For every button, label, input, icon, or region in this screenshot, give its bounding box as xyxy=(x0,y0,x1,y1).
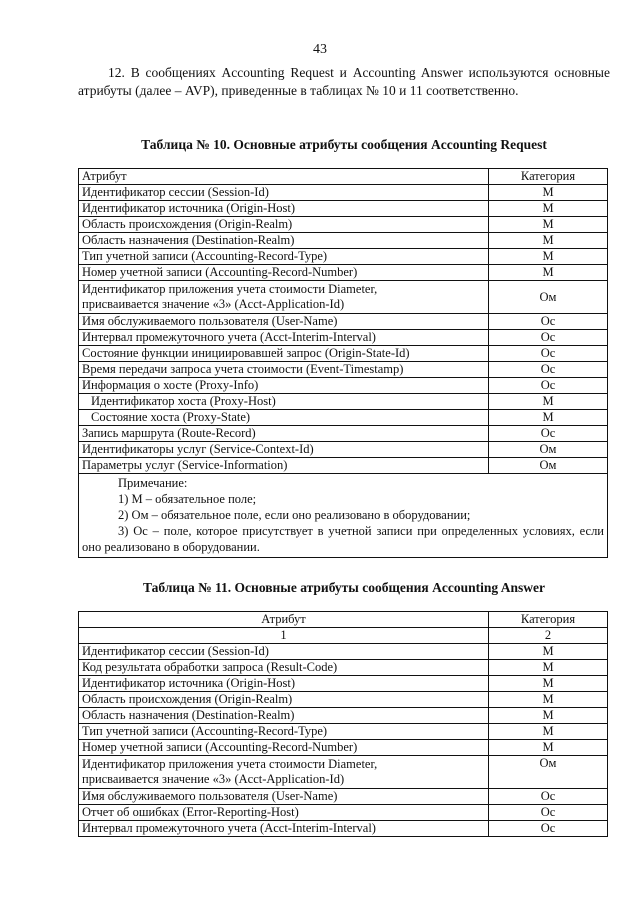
table-row xyxy=(79,458,608,474)
cat-cell: M xyxy=(489,724,608,740)
attr-cell: Информация о хосте (Proxy-Info) xyxy=(79,378,489,394)
table-row xyxy=(79,805,608,821)
attr-cell: Отчет об ошибках (Error-Reporting-Host) xyxy=(79,805,489,821)
attr-cell: Область происхождения (Origin-Realm) xyxy=(79,692,489,708)
cat-cell: M xyxy=(489,740,608,756)
cat-cell: Ос xyxy=(489,805,608,821)
cat-cell: Ос xyxy=(489,426,608,442)
attr-line-2: присваивается значение «3» (Acct-Application-Id) xyxy=(82,297,345,311)
table-row xyxy=(79,724,608,740)
attr-cell: Тип учетной записи (Accounting-Record-Type) xyxy=(79,249,489,265)
attr-cell: Интервал промежуточного учета (Acct-Interim-Interval) xyxy=(79,821,489,837)
table-11-caption: Таблица № 11. Основные атрибуты сообщения Accounting Answer xyxy=(143,580,545,595)
attr-cell: Код результата обработки запроса (Result-Code) xyxy=(79,660,489,676)
table-row xyxy=(79,362,608,378)
table-row xyxy=(79,692,608,708)
cat-cell: M xyxy=(489,233,608,249)
cat-cell: Ос xyxy=(489,378,608,394)
table-row xyxy=(79,394,608,410)
table-10-accounting-request xyxy=(78,168,608,558)
cat-cell: Ос xyxy=(489,330,608,346)
cat-cell: M xyxy=(489,660,608,676)
table-row xyxy=(79,330,608,346)
note-item: 2) Ом – обязательное поле, если оно реализовано в оборудовании; xyxy=(118,508,471,522)
attr-cell: Идентификатор источника (Origin-Host) xyxy=(79,676,489,692)
table-row xyxy=(79,676,608,692)
page-number: 43 xyxy=(313,42,327,57)
attr-cell: Область назначения (Destination-Realm) xyxy=(79,233,489,249)
cat-cell: Ос xyxy=(489,346,608,362)
cat-cell: Ос xyxy=(489,789,608,805)
table-row xyxy=(79,249,608,265)
column-number: 1 xyxy=(79,628,489,644)
cat-cell: M xyxy=(489,201,608,217)
table-row xyxy=(79,265,608,281)
note-title: Примечание: xyxy=(118,476,188,490)
cat-cell: Ос xyxy=(489,314,608,330)
table-row xyxy=(79,410,608,426)
cat-cell: Ос xyxy=(489,821,608,837)
cat-cell: M xyxy=(489,644,608,660)
attr-cell: Интервал промежуточного учета (Acct-Interim-Interval) xyxy=(79,330,489,346)
table-row xyxy=(79,660,608,676)
attr-cell: Идентификатор сессии (Session-Id) xyxy=(79,185,489,201)
cat-cell: Ом xyxy=(489,458,608,474)
attr-cell: Параметры услуг (Service-Information) xyxy=(79,458,489,474)
table-row xyxy=(79,426,608,442)
header-attr: Атрибут xyxy=(79,612,489,628)
cat-cell: Ос xyxy=(489,362,608,378)
header-attr: Атрибут xyxy=(79,169,489,185)
attr-cell: Идентификатор сессии (Session-Id) xyxy=(79,644,489,660)
attr-cell: Тип учетной записи (Accounting-Record-Type) xyxy=(79,724,489,740)
attr-cell: Идентификаторы услуг (Service-Context-Id) xyxy=(79,442,489,458)
cat-cell: M xyxy=(489,676,608,692)
cat-cell: M xyxy=(489,249,608,265)
table-row xyxy=(79,217,608,233)
table-row xyxy=(79,644,608,660)
cat-cell: M xyxy=(489,394,608,410)
attr-cell: Номер учетной записи (Accounting-Record-Number) xyxy=(79,265,489,281)
table-row xyxy=(79,233,608,249)
table-row xyxy=(79,378,608,394)
header-cat: Категория xyxy=(489,612,608,628)
column-number-row xyxy=(79,628,608,644)
attr-cell: Запись маршрута (Route-Record) xyxy=(79,426,489,442)
attr-cell: Идентификатор хоста (Proxy-Host) xyxy=(79,394,489,410)
note-cell xyxy=(79,474,608,558)
table-row xyxy=(79,442,608,458)
table-row xyxy=(79,281,608,314)
attr-line-2: присваивается значение «3» (Acct-Application-Id) xyxy=(82,772,345,786)
cat-cell: M xyxy=(489,692,608,708)
attr-cell: Идентификатор источника (Origin-Host) xyxy=(79,201,489,217)
attr-cell: Время передачи запроса учета стоимости (Event-Timestamp) xyxy=(79,362,489,378)
attr-cell: Область происхождения (Origin-Realm) xyxy=(79,217,489,233)
cat-cell: M xyxy=(489,217,608,233)
table-row xyxy=(79,740,608,756)
note-item: 1) М – обязательное поле; xyxy=(118,492,257,506)
cat-cell: M xyxy=(489,410,608,426)
column-number: 2 xyxy=(489,628,608,644)
table-11-accounting-answer xyxy=(78,611,608,837)
table-note-row xyxy=(79,474,608,558)
table-row xyxy=(79,185,608,201)
attr-cell: Состояние функции инициировавшей запрос (Origin-State-Id) xyxy=(79,346,489,362)
cat-cell: Ом xyxy=(489,756,608,789)
table-row xyxy=(79,708,608,724)
table-10-caption: Таблица № 10. Основные атрибуты сообщения Accounting Request xyxy=(141,137,547,152)
attr-cell: Номер учетной записи (Accounting-Record-Number) xyxy=(79,740,489,756)
cat-cell: M xyxy=(489,185,608,201)
table-row xyxy=(79,756,608,789)
table-row xyxy=(79,789,608,805)
cat-cell: M xyxy=(489,708,608,724)
table-header-row xyxy=(79,612,608,628)
cat-cell: Ом xyxy=(489,442,608,458)
table-row xyxy=(79,201,608,217)
intro-paragraph: 12. В сообщениях Accounting Request и Accounting Answer используются основные атрибуты (далее – AVP), приведенные в таблицах № 10 и 11 соответственно. xyxy=(78,65,610,98)
attr-line-1: Идентификатор приложения учета стоимости Diameter, xyxy=(82,757,378,771)
attr-cell: Имя обслуживаемого пользователя (User-Name) xyxy=(79,314,489,330)
cat-cell: M xyxy=(489,265,608,281)
attr-cell: Область назначения (Destination-Realm) xyxy=(79,708,489,724)
attr-cell xyxy=(79,756,489,789)
cat-cell: Ом xyxy=(489,281,608,314)
table-row xyxy=(79,314,608,330)
table-row xyxy=(79,346,608,362)
table-row xyxy=(79,821,608,837)
header-cat: Категория xyxy=(489,169,608,185)
note-item: 3) Ос – поле, которое присутствует в учетной записи при определенных условиях, если оно реализовано в оборудовании. xyxy=(82,524,604,554)
attr-cell xyxy=(79,281,489,314)
attr-line-1: Идентификатор приложения учета стоимости Diameter, xyxy=(82,282,378,296)
attr-cell: Состояние хоста (Proxy-State) xyxy=(79,410,489,426)
table-header-row xyxy=(79,169,608,185)
attr-cell: Имя обслуживаемого пользователя (User-Name) xyxy=(79,789,489,805)
